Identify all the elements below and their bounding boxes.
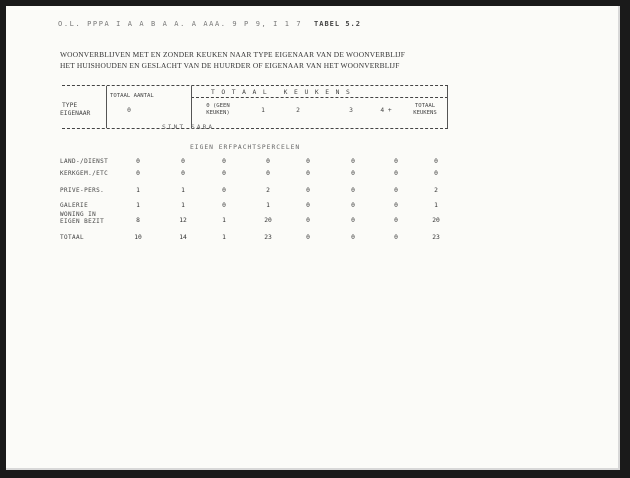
row-value: 0 [351, 202, 355, 209]
row-value: 0 [306, 202, 310, 209]
row-label-total: TOTAAL [60, 234, 85, 241]
row-value: 0 [266, 158, 270, 165]
row-value: 0 [222, 187, 226, 194]
section-title: SINT SABA [162, 124, 215, 131]
row-value: 0 [394, 217, 398, 224]
total-value: 14 [179, 234, 187, 241]
row-value: 0 [222, 202, 226, 209]
row-label: WONING IN EIGEN BEZIT [60, 211, 105, 225]
row-value: 1 [266, 202, 270, 209]
row-value: 0 [394, 170, 398, 177]
row-label: LAND-/DIENST [60, 158, 109, 165]
row-value: 0 [306, 170, 310, 177]
row-value: 0 [351, 170, 355, 177]
total-value: 23 [264, 234, 272, 241]
row-value: 1 [181, 187, 185, 194]
subheader-col-3: 3 [349, 107, 353, 114]
scanned-page [6, 6, 620, 470]
total-value: 0 [351, 234, 355, 241]
header-top-rule [62, 85, 448, 87]
column-divider [447, 86, 448, 128]
subheader-col-0: 0 [127, 107, 131, 114]
row-value: 0 [351, 187, 355, 194]
row-value: 0 [434, 158, 438, 165]
row-value: 1 [181, 202, 185, 209]
table-title-line-1: WOONVERBLIJVEN MET EN ZONDER KEUKEN NAAR TYPE EIGENAAR VAN DE WOONVERBLIJF [60, 50, 406, 59]
row-value: 0 [306, 217, 310, 224]
row-value: 0 [351, 158, 355, 165]
row-label: PRIVE-PERS. [60, 187, 105, 194]
row-value: 0 [181, 158, 185, 165]
header-totaal-aantal: TOTAAL AANTAL [110, 93, 154, 99]
row-value: 8 [136, 217, 140, 224]
subheader-col-geen-keuken: 0 (GEEN KEUKEN) [206, 103, 230, 116]
table-title-line-2: HET HUISHOUDEN EN GESLACHT VAN DE HUURDER OF EIGENAAR VAN HET WOONVERBLIJF [60, 61, 400, 70]
total-value: 23 [432, 234, 440, 241]
column-divider [191, 86, 192, 128]
subheader-col-1: 1 [261, 107, 265, 114]
row-value: 1 [136, 202, 140, 209]
stub-header-type: TYPE [62, 102, 78, 109]
row-value: 0 [394, 202, 398, 209]
row-value: 0 [306, 158, 310, 165]
subheader-col-2: 2 [296, 107, 300, 114]
total-value: 10 [134, 234, 142, 241]
row-value: 0 [434, 170, 438, 177]
subheader-col-4plus: 4 + [380, 107, 392, 114]
row-value: 0 [222, 158, 226, 165]
row-value: 0 [136, 158, 140, 165]
row-value: 12 [179, 217, 187, 224]
row-value: 20 [432, 217, 440, 224]
row-value: 0 [136, 170, 140, 177]
row-value: 0 [306, 187, 310, 194]
document-reference: O.L. PPPA I A A B A A. A AAA. 9 P 9, I 1 7 [58, 20, 303, 28]
row-value: 20 [264, 217, 272, 224]
row-label: KERKGEM./ETC [60, 170, 109, 177]
row-value: 0 [181, 170, 185, 177]
section-subtitle: EIGEN ERFPACHTSPERCELEN [190, 144, 301, 151]
row-value: 2 [266, 187, 270, 194]
row-value: 1 [434, 202, 438, 209]
row-value: 0 [222, 170, 226, 177]
table-number: TABEL 5.2 [314, 20, 361, 28]
row-value: 0 [266, 170, 270, 177]
column-divider [106, 86, 107, 128]
document-reference-line [58, 20, 361, 28]
header-bottom-rule [62, 128, 448, 130]
row-value: 1 [136, 187, 140, 194]
row-value: 0 [394, 187, 398, 194]
total-value: 1 [222, 234, 226, 241]
row-value: 1 [222, 217, 226, 224]
group-divider-rule [191, 97, 448, 99]
total-value: 0 [394, 234, 398, 241]
row-value: 0 [394, 158, 398, 165]
subheader-col-totaal-keukens: TOTAAL KEUKENS [413, 103, 437, 116]
stub-header-eigenaar: EIGENAAR [60, 110, 91, 117]
row-value: 2 [434, 187, 438, 194]
row-label: GALERIE [60, 202, 89, 209]
header-totaal-keukens-group: T O T A A L K E U K E N S [211, 89, 352, 96]
total-value: 0 [306, 234, 310, 241]
row-value: 0 [351, 217, 355, 224]
